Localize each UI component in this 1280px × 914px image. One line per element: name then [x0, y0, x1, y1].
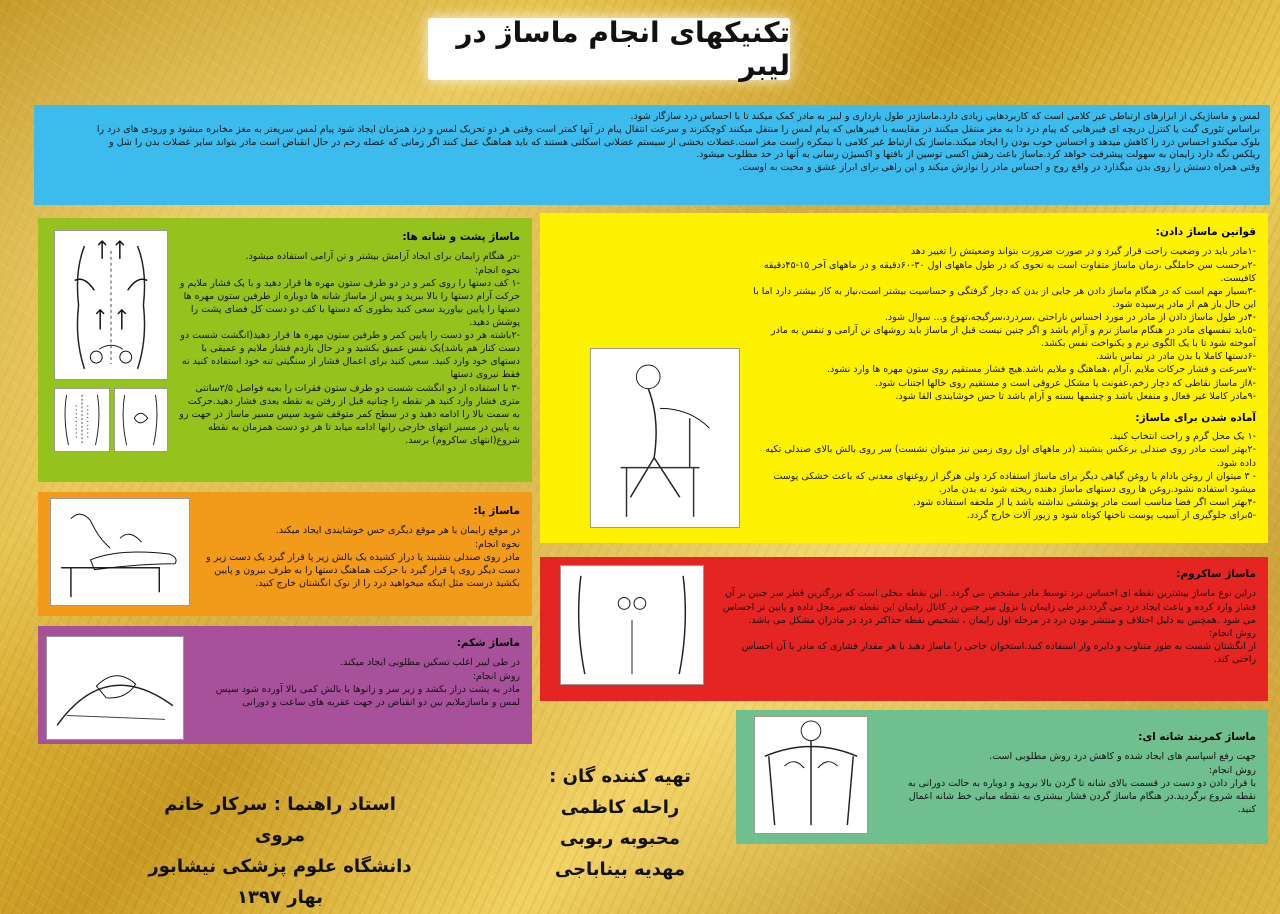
- belly-massage-line: در طی لیبر اغلب تسکین مطلوبی ایجاد میکند.: [340, 657, 520, 669]
- intro-line: لمس و ماساژیکی از ابزارهای ارتباطی غیر کلامی است که کاربردهایی زیادی دارد.ماساژدر طول بارداری و لیبر به مادر کمک میکند تا با احساس درد سازگار شود.: [630, 111, 1260, 122]
- university-name: دانشگاه علوم پزشکی نیشابور: [148, 855, 412, 877]
- intro-line: بلوک میکندو احساس درد را کاهش میدهد و احساس خوب بودن را ایجاد میکند.ماساژ یک ارتباط غیر کلامی با نیمکره راست مغز است.عضلات بخشی از سیستم عضلانی اسکلتی هستند که باید هماهنگ عمل کنند اگر زمانی که عضله رحم در حال انقباض است مادر بتواند سایر عضلات بدن را شل و: [109, 136, 1260, 148]
- back-thumbs-illustration: [54, 388, 110, 452]
- author-name: مهدیه بیناباجی: [554, 858, 686, 880]
- foot-massage-heading: ماساژ پا:: [473, 505, 520, 517]
- shoulder-massage-line: روش انجام:: [1208, 764, 1256, 776]
- belly-massage-line: روش انجام:: [472, 670, 520, 682]
- date-label: بهار ۱۳۹۷: [237, 886, 323, 908]
- back-massage-line: -۱ کف دستها را روی کمر و در دو طرف ستون مهره ها قرار دهید و با یک فشار ملایم و حرکت آرام دستها را بالا ببرید و پس از ماساژ شانه ها دوباره از طرفین ستون مهره ها دستها را پایین بیاورید سعی کنید بطوری که دستها با کف دو دست کل فضای پشت را پوشش دهید.: [179, 277, 520, 329]
- massage-rule: -۴در طول ماساژ دادن از مادر در مورد احساس ناراحتی ،سردرد،سرگیجه،تهوع و... سوال شود.: [884, 312, 1256, 324]
- authors-heading: تهیه کننده گان :: [549, 766, 691, 787]
- foot-massage-line: مادر روی صندلی بنشیند یا دراز کشیده یک بالش زیر پا قرار گیرد یک دست زیر و دست دیگر روی پا قرار گیرد با حرکت هماهنگ دستها را به طرف بیرون و پایین بکشید درست مثل اینکه میخواهید درد را از نوک انگشتان خارج کنید.: [206, 551, 520, 589]
- author-name: محبوبه ربوبی: [559, 827, 681, 849]
- foot-massage-illustration: [50, 498, 190, 606]
- foot-massage-line: نحوه انجام:: [474, 538, 520, 550]
- sacrum-massage-line: دراین نوع ماساژ بیشترین نقطه ای احساس درد توسط مادر مشخص می گردد . این نقطه محلی است که بزرگترین قطر سر جنین بر آن فشار وارد کرده و باعث ایجاد درد می گردد.در طی زایمان با نزول سر جنین در کانال زایمان این نقطه تغییر محل داده و پایین تر احساس می شود .همچنین به دلیل اختلاف و منتشر بودن درد در مرحله اول زایمان ، تشخیص نقطه حداکثر درد در مادران مشکل می باشد.: [722, 588, 1256, 626]
- massage-rule: -۹مادر کاملا غیر فعال و منفعل باشد و چشمها بسته و آرام باشد تا حس خوشایندی القا شود.: [895, 390, 1256, 402]
- sacrum-massage-line: از انگشتان شست به طور متناوب و دایره وار استفاده کنید.استخوان خاجی را ماساژ دهید با هر مقدار فشاری که مادر با آن احساس راحتی کند.: [741, 640, 1256, 666]
- belly-massage-heading: ماساژ شکم:: [456, 637, 520, 649]
- massage-rule: -۶دستها کاملا با بدن مادر در تماس باشد.: [1095, 351, 1256, 363]
- massage-rules-heading: قوانین ماساژ دادن:: [1155, 226, 1256, 238]
- massage-rule: -۱مادر باید در وضعیت راحت قرار گیرد و در صورت ضرورت بتواند وضعیتش را تغییر دهد: [910, 246, 1256, 258]
- massage-rule: -۲برحسب سن حاملگی ،زمان ماساژ متفاوت است به نحوی که در طول ماههای اول ۳۰-۶۰دقیقه و در ماههای آخر ۱۵-۴۵دقیقه کافیست.: [763, 259, 1256, 284]
- belly-massage-illustration: [46, 636, 184, 740]
- authors-block: [520, 762, 720, 886]
- foot-massage-line: در موقع زایمان یا هر موقع دیگری حس خوشایندی ایجاد میکند.: [275, 525, 520, 537]
- massage-rule: -۵باید تنفسهای مادر در هنگام ماساژ نرم و آرام باشد و اگر چنین نیست قبل از ماساژ باید روشهای تن آرامی و تنفس به مادر آموخته شود تا با یک الگوی نرم و یکنواخت نفس بکشد.: [771, 325, 1256, 350]
- intro-line: براساس تئوری گیت یا کنترل دریچه ای فیبرهایی که پیام درد دا به مغز منتقل میکنند در مقایسه با فیبرهایی که پیام لمس را منتقل میکنند کوچکترند و سرعت انتقال پیام در آنها کمتر است وقتی هر دو تحریک لمس و درد همزمان ایجاد شود پیام لمس سریعتر به مغز مخابره میشود و ورودی های درد را: [96, 123, 1260, 135]
- back-massage-line: نحوه انجام:: [474, 264, 520, 276]
- preparation-heading: آماده شدن برای ماساژ:: [1135, 411, 1256, 424]
- shoulder-massage-illustration: [754, 716, 868, 834]
- massage-rule: -۳بسیار مهم است که در هنگام ماساژ دادن هر جایی از بدن که دچار گرفتگی و حساسیت بیشتر است،نیاز به کار بیشتر دارد اما با این حال باز هم از مادر پرسیده شود.: [753, 285, 1256, 310]
- back-massage-illustration: [54, 230, 168, 380]
- intro-line: ریلکس نگه دارد زایمان به سهولت پیشرفت خواهد کرد.ماساژ باعث رهش اکسی توسین از بافتها و اکسیژن رسانی به آنها در حد مطلوب میشود.: [696, 149, 1260, 161]
- shoulder-massage-heading: ماساژ کمربند شانه ای:: [1138, 731, 1256, 743]
- supervisor-block: [140, 790, 420, 914]
- massage-rule: -۷سرعت و فشار حرکات ملایم ،آرام ،هماهنگ و ملایم باشد.هیچ فشار مستقیم روی ستون مهره ها وارد نشود.: [826, 364, 1256, 376]
- back-hands-illustration: [114, 388, 168, 452]
- back-massage-heading: ماساژ پشت و شانه ها:: [402, 231, 520, 243]
- page-title: تکنیکهای انجام ماساژ در لیبر: [428, 18, 790, 80]
- belly-massage-line: مادر به پشت دراز بکشد و زیر سر و زانوها با بالش کمی بالا آورده شود سپس لمس و ماساژملایم بین دو انقباض در جهت عقربه های ساعت و دورانی: [215, 683, 520, 708]
- shoulder-massage-line: با قرار دادن دو دست در قسمت بالای شانه تا گردن بالا بروید و دوباره به حالت دورانی به نقطه شروع برگردید.در هنگام ماساژ گردن فشار بیشتری به نقطه میانی خط شانه اعمال کنید.: [907, 777, 1256, 815]
- back-massage-line: -۳ با استفاده از دو انگشت شست دو طرف ستون فقرات را بعیه فواصل ۲/۵سانتی متری فشار وارد کنید هر نقطه را چنانیه قبل از رفتن به نقطه بعدی فشار دهید.حرکت به سمت بالا را ادامه دهید و در سطح کمر متوقف شوید سپس مسیر ماساژ در جهت رو به پایین در مسیر انتهای خارجی رانها ادامه میابد تا هر دو دست همزمان به نقطه شروع(انتهای ساکروم) برسد.: [179, 382, 520, 447]
- preparation-step: -۴بهتر است اگر فضا مناسب است مادر پوششی نداشته باشد یا از ملحفه استفاده شود.: [913, 496, 1256, 508]
- seated-mother-illustration: [590, 348, 740, 528]
- back-massage-line: -۲باشته هر دو دست را پایین کمر و طرفین ستون مهره ها قرار دهید(انگشت شست دو دست کنار هم باشد)یک نفس عمیق بکشید و در حال بازدم فشار ملایم و عمیقی با دستهای خود وارد کنید. سعی کنید برای اعمال فشار از سنگینی تنه خود استفاده کنید نه فقط نیروی دستها: [180, 330, 520, 381]
- sacrum-massage-line: روش انجام:: [1208, 627, 1256, 639]
- author-name: راحله کاظمی: [560, 796, 680, 818]
- intro-line: وقتی همراه دستش را روی بدن میگذارد در واقع روح و احساس مادر را نوازش میکند و این راهی برای ابراز عشق و محبت به اوست.: [739, 162, 1260, 174]
- sacrum-massage-heading: ماساژ ساکروم:: [1176, 568, 1256, 580]
- shoulder-massage-line: جهت رفع اسپاسم های ایجاد شده و کاهش درد روش مطلوبی است.: [989, 751, 1256, 763]
- back-massage-line: -در هنگام زایمان برای ایجاد آرامش بیشتر و تن آرامی استفاده میشود.: [245, 251, 520, 263]
- preparation-step: - ۳ میتوان از روغن بادام یا روغن گیاهی دیگر برای ماساژ استفاده کرد ولی هرگز از روغنهای معدنی که باعث خشکی پوست میشود استفاده نشود.روغن ها روی دستهای ماساژ دهنده ریخته شود نه بدن مادر.: [773, 470, 1256, 495]
- intro-panel: [34, 105, 1270, 205]
- sacrum-massage-illustration: [560, 565, 704, 685]
- preparation-step: -۱ یک محل گرم و راحت انتخاب کنید.: [1109, 431, 1256, 443]
- preparation-step: -۵برای جلوگیری از آسیب پوست ناخنها کوتاه شود و زیور آلات خارج گردد.: [966, 509, 1256, 521]
- supervisor-name: استاد راهنما : سرکار خانم مروی: [164, 794, 396, 846]
- preparation-step: -۲بهتر است مادر روی صندلی برعکس بنشیند (در ماههای اول روی زمین نیز میتوان نشست) سر روی بالش بالای صندلی تکیه داده شود.: [765, 444, 1256, 469]
- massage-rule: -۸از ماساژ نقاطی که دچار زخم،عفونت یا مشکل عروقی است و مستقیم روی خالها اجتناب شود.: [875, 377, 1256, 389]
